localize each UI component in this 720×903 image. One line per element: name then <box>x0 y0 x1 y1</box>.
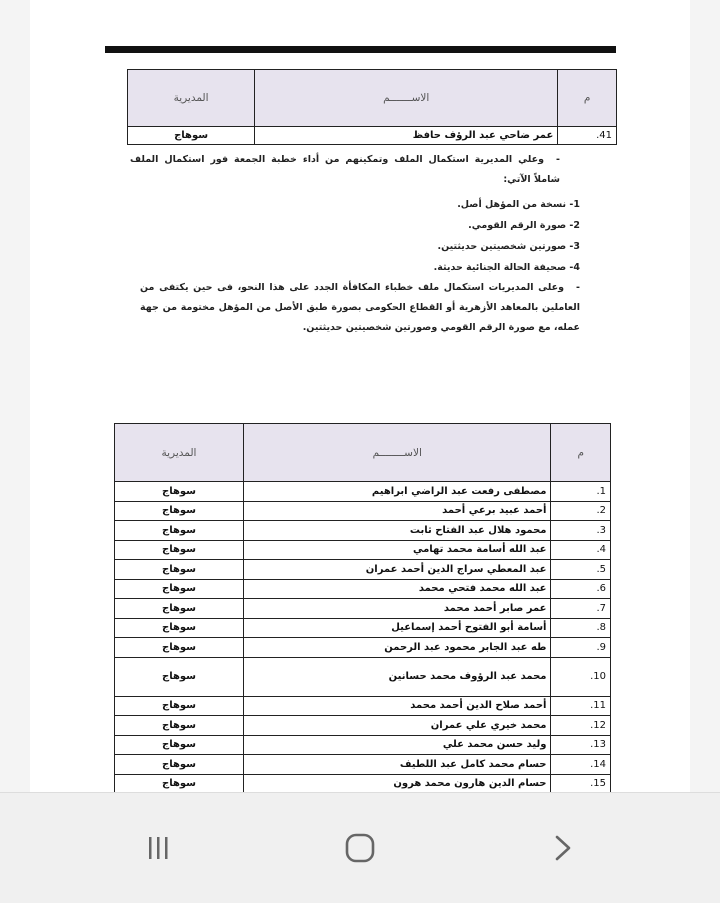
table-row <box>115 735 611 755</box>
row-number: 10. <box>551 657 611 696</box>
requirements-list <box>300 194 580 278</box>
row-number: 6. <box>551 579 611 599</box>
table-row <box>115 716 611 736</box>
android-navigation-bar <box>0 792 720 903</box>
table-row <box>115 521 611 541</box>
requirement-item: 2- صورة الرقم القومي. <box>468 220 580 231</box>
row-number: 41. <box>558 127 617 145</box>
table-row <box>115 755 611 775</box>
home-icon <box>343 831 377 865</box>
col-header-num: م <box>558 70 617 127</box>
row-name: عبد الله محمد فتحي محمد <box>243 579 551 599</box>
table-row <box>115 579 611 599</box>
table-row <box>115 774 611 792</box>
row-directorate: سوهاج <box>115 716 244 736</box>
table-row <box>128 127 617 145</box>
row-name: محمد عبد الرؤوف محمد حسانين <box>243 657 551 696</box>
table-row <box>115 696 611 716</box>
row-directorate: سوهاج <box>115 599 244 619</box>
row-directorate: سوهاج <box>115 755 244 775</box>
row-directorate: سوهاج <box>115 657 244 696</box>
note-paragraph: -وعلى المديريات استكمال ملف خطباء المكافأة الجدد على هذا النحو، فى حين يكتفى من العاملين بالمعاهد الأزهرية أو القطاع الحكومى بصورة طبق الأصل من المؤهل مختومة من جهة عمله، مع صورة الرقم القومي وصورتين شخصيتين حديثتين. <box>140 282 580 333</box>
row-name: أسامة أبو الفتوح أحمد إسماعيل <box>243 618 551 638</box>
col-header-num: م <box>551 424 611 482</box>
table-row <box>115 599 611 619</box>
row-name: طه عبد الجابر محمود عبد الرحمن <box>243 638 551 658</box>
table-row <box>115 501 611 521</box>
header-rule <box>105 46 616 53</box>
row-number: 13. <box>551 735 611 755</box>
recent-apps-icon <box>143 833 173 863</box>
row-name: حسام الدين هارون محمد هرون <box>243 774 551 792</box>
row-number: 7. <box>551 599 611 619</box>
row-directorate: سوهاج <box>115 501 244 521</box>
table-row <box>115 638 611 658</box>
table-row <box>115 618 611 638</box>
row-name: أحمد صلاح الدين أحمد محمد <box>243 696 551 716</box>
table-row <box>115 482 611 502</box>
row-number: 12. <box>551 716 611 736</box>
names-table-top <box>127 69 617 145</box>
row-directorate: سوهاج <box>115 774 244 792</box>
requirement-item: 3- صورتين شخصيتين حديثتين. <box>437 241 580 252</box>
table-row <box>115 540 611 560</box>
col-header-name: الاســـــــم <box>255 70 558 127</box>
row-number: 2. <box>551 501 611 521</box>
row-number: 8. <box>551 618 611 638</box>
row-directorate: سوهاج <box>115 638 244 658</box>
row-number: 14. <box>551 755 611 775</box>
instructions-paragraph: -وعلي المديرية استكمال الملف وتمكينهم من أداء خطبة الجمعة فور استكمال الملف شاملاً الآتي: <box>130 154 560 185</box>
row-name: محمود هلال عبد الفتاح ثابت <box>243 521 551 541</box>
row-directorate: سوهاج <box>115 560 244 580</box>
table-row <box>115 560 611 580</box>
row-number: 5. <box>551 560 611 580</box>
row-directorate: سوهاج <box>115 540 244 560</box>
col-header-name: الاســــــــم <box>243 424 551 482</box>
row-number: 9. <box>551 638 611 658</box>
row-name: عبد الله أسامة محمد تهامي <box>243 540 551 560</box>
back-icon <box>547 833 577 863</box>
table-row <box>115 657 611 696</box>
row-name: عمر صابر أحمد محمد <box>243 599 551 619</box>
requirement-item: 4- صحيفة الحالة الجنائية حديثة. <box>433 262 580 273</box>
recent-apps-button[interactable] <box>128 823 188 873</box>
row-name: حسام محمد كامل عبد اللطيف <box>243 755 551 775</box>
col-header-directorate: المديرية <box>115 424 244 482</box>
row-number: 3. <box>551 521 611 541</box>
row-directorate: سوهاج <box>115 735 244 755</box>
col-header-directorate: المديرية <box>128 70 255 127</box>
row-directorate: سوهاج <box>115 696 244 716</box>
row-name: مصطفى رفعت عبد الراضي ابراهيم <box>243 482 551 502</box>
row-name: أحمد عبيد برعي أحمد <box>243 501 551 521</box>
names-table <box>114 423 611 792</box>
row-name: وليد حسن محمد علي <box>243 735 551 755</box>
row-number: 1. <box>551 482 611 502</box>
row-number: 4. <box>551 540 611 560</box>
row-directorate: سوهاج <box>115 579 244 599</box>
row-directorate: سوهاج <box>115 482 244 502</box>
row-name: محمد خيري علي عمران <box>243 716 551 736</box>
row-name: عمر ضاحي عبد الرؤف حافظ <box>255 127 558 145</box>
row-number: 15. <box>551 774 611 792</box>
row-directorate: سوهاج <box>128 127 255 145</box>
row-name: عبد المعطي سراج الدين أحمد عمران <box>243 560 551 580</box>
row-directorate: سوهاج <box>115 618 244 638</box>
back-button[interactable] <box>532 823 592 873</box>
row-directorate: سوهاج <box>115 521 244 541</box>
home-button[interactable] <box>330 823 390 873</box>
requirement-item: 1- نسخة من المؤهل أصل. <box>457 199 580 210</box>
row-number: 11. <box>551 696 611 716</box>
